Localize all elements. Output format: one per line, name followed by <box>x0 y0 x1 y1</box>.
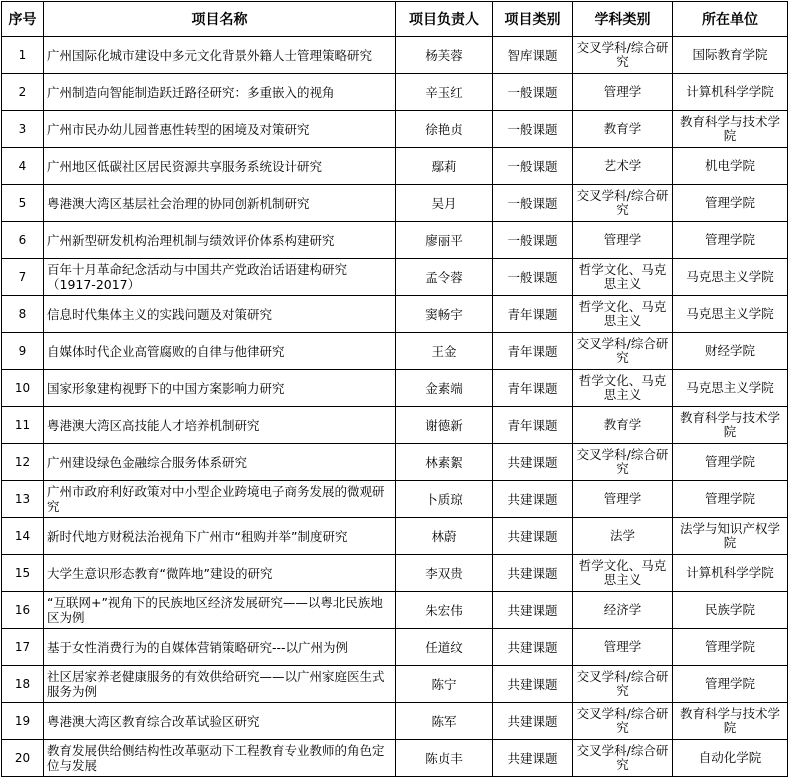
cell-leader: 鄢莉 <box>396 148 493 185</box>
cell-discipline: 交叉学科/综合研究 <box>573 185 673 222</box>
cell-unit: 教育科学与技术学院 <box>673 407 788 444</box>
table-row <box>2 333 788 370</box>
cell-index: 4 <box>2 148 44 185</box>
cell-project-name: 广州建设绿色金融综合服务体系研究 <box>44 444 396 481</box>
cell-index: 20 <box>2 740 44 777</box>
cell-category: 共建课题 <box>493 555 573 592</box>
cell-category: 共建课题 <box>493 629 573 666</box>
cell-discipline: 经济学 <box>573 592 673 629</box>
cell-unit: 计算机科学学院 <box>673 555 788 592</box>
cell-index: 5 <box>2 185 44 222</box>
cell-unit: 管理学院 <box>673 222 788 259</box>
cell-discipline: 教育学 <box>573 407 673 444</box>
cell-project-name: 社区居家养老健康服务的有效供给研究——以广州家庭医生式服务为例 <box>44 666 396 703</box>
cell-leader: 朱宏伟 <box>396 592 493 629</box>
cell-category: 青年课题 <box>493 296 573 333</box>
cell-discipline: 哲学文化、马克思主义 <box>573 259 673 296</box>
cell-discipline: 交叉学科/综合研究 <box>573 740 673 777</box>
cell-category: 智库课题 <box>493 37 573 74</box>
cell-project-name: 百年十月革命纪念活动与中国共产党政治话语建构研究（1917-2017） <box>44 259 396 296</box>
cell-unit: 自动化学院 <box>673 740 788 777</box>
cell-index: 13 <box>2 481 44 518</box>
cell-category: 共建课题 <box>493 592 573 629</box>
cell-leader: 林蔚 <box>396 518 493 555</box>
table-row <box>2 444 788 481</box>
cell-index: 16 <box>2 592 44 629</box>
header-unit: 所在单位 <box>673 2 788 37</box>
cell-unit: 管理学院 <box>673 481 788 518</box>
cell-discipline: 法学 <box>573 518 673 555</box>
cell-unit: 计算机科学学院 <box>673 74 788 111</box>
table-row <box>2 185 788 222</box>
cell-project-name: 教育发展供给侧结构性改革驱动下工程教育专业教师的角色定位与发展 <box>44 740 396 777</box>
cell-index: 1 <box>2 37 44 74</box>
table-row <box>2 370 788 407</box>
table-row <box>2 111 788 148</box>
cell-discipline: 管理学 <box>573 481 673 518</box>
cell-discipline: 交叉学科/综合研究 <box>573 703 673 740</box>
cell-category: 共建课题 <box>493 481 573 518</box>
cell-leader: 陈贞丰 <box>396 740 493 777</box>
cell-index: 2 <box>2 74 44 111</box>
cell-project-name: 粤港澳大湾区高技能人才培养机制研究 <box>44 407 396 444</box>
cell-unit: 国际教育学院 <box>673 37 788 74</box>
cell-leader: 谢德新 <box>396 407 493 444</box>
table-row <box>2 592 788 629</box>
cell-discipline: 哲学文化、马克思主义 <box>573 370 673 407</box>
cell-index: 8 <box>2 296 44 333</box>
header-name: 项目名称 <box>44 2 396 37</box>
table-row <box>2 407 788 444</box>
cell-project-name: 广州地区低碳社区居民资源共享服务系统设计研究 <box>44 148 396 185</box>
cell-unit: 法学与知识产权学院 <box>673 518 788 555</box>
cell-category: 青年课题 <box>493 407 573 444</box>
cell-discipline: 交叉学科/综合研究 <box>573 37 673 74</box>
cell-project-name: 大学生意识形态教育“微阵地”建设的研究 <box>44 555 396 592</box>
cell-leader: 辛玉红 <box>396 74 493 111</box>
header-index: 序号 <box>2 2 44 37</box>
table-body <box>2 37 788 777</box>
cell-unit: 马克思主义学院 <box>673 259 788 296</box>
table-row <box>2 481 788 518</box>
cell-category: 共建课题 <box>493 444 573 481</box>
cell-category: 共建课题 <box>493 518 573 555</box>
table-row <box>2 703 788 740</box>
cell-unit: 管理学院 <box>673 666 788 703</box>
cell-category: 一般课题 <box>493 222 573 259</box>
cell-leader: 窦畅宇 <box>396 296 493 333</box>
table-row <box>2 37 788 74</box>
header-discipline: 学科类别 <box>573 2 673 37</box>
cell-index: 14 <box>2 518 44 555</box>
cell-project-name: 广州制造向智能制造跃迁路径研究：多重嵌入的视角 <box>44 74 396 111</box>
cell-category: 一般课题 <box>493 111 573 148</box>
cell-category: 一般课题 <box>493 74 573 111</box>
cell-project-name: 新时代地方财税法治视角下广州市“租购并举”制度研究 <box>44 518 396 555</box>
cell-category: 青年课题 <box>493 333 573 370</box>
cell-leader: 陈宁 <box>396 666 493 703</box>
cell-unit: 教育科学与技术学院 <box>673 111 788 148</box>
cell-discipline: 管理学 <box>573 629 673 666</box>
cell-discipline: 交叉学科/综合研究 <box>573 333 673 370</box>
cell-project-name: 国家形象建构视野下的中国方案影响力研究 <box>44 370 396 407</box>
table-row <box>2 148 788 185</box>
cell-leader: 任道纹 <box>396 629 493 666</box>
cell-leader: 金素端 <box>396 370 493 407</box>
table-header <box>2 2 788 37</box>
cell-index: 15 <box>2 555 44 592</box>
cell-unit: 马克思主义学院 <box>673 296 788 333</box>
cell-discipline: 教育学 <box>573 111 673 148</box>
cell-discipline: 管理学 <box>573 222 673 259</box>
cell-discipline: 哲学文化、马克思主义 <box>573 555 673 592</box>
table-row <box>2 629 788 666</box>
cell-index: 9 <box>2 333 44 370</box>
table-row <box>2 518 788 555</box>
cell-project-name: 粤港澳大湾区教育综合改革试验区研究 <box>44 703 396 740</box>
cell-index: 19 <box>2 703 44 740</box>
table-row <box>2 259 788 296</box>
cell-project-name: 广州新型研发机构治理机制与绩效评价体系构建研究 <box>44 222 396 259</box>
cell-leader: 吴月 <box>396 185 493 222</box>
cell-index: 11 <box>2 407 44 444</box>
cell-index: 3 <box>2 111 44 148</box>
cell-project-name: 广州国际化城市建设中多元文化背景外籍人士管理策略研究 <box>44 37 396 74</box>
table-row <box>2 74 788 111</box>
table-row <box>2 666 788 703</box>
cell-project-name: 自媒体时代企业高管腐败的自律与他律研究 <box>44 333 396 370</box>
cell-leader: 孟令蓉 <box>396 259 493 296</box>
cell-project-name: 广州市民办幼儿园普惠性转型的困境及对策研究 <box>44 111 396 148</box>
cell-discipline: 交叉学科/综合研究 <box>573 444 673 481</box>
cell-index: 17 <box>2 629 44 666</box>
cell-index: 7 <box>2 259 44 296</box>
cell-project-name: “互联网+”视角下的民族地区经济发展研究——以粤北民族地区为例 <box>44 592 396 629</box>
project-table <box>1 1 788 777</box>
cell-project-name: 粤港澳大湾区基层社会治理的协同创新机制研究 <box>44 185 396 222</box>
cell-discipline: 哲学文化、马克思主义 <box>573 296 673 333</box>
cell-index: 10 <box>2 370 44 407</box>
cell-index: 18 <box>2 666 44 703</box>
header-row <box>2 2 788 37</box>
cell-project-name: 基于女性消费行为的自媒体营销策略研究---以广州为例 <box>44 629 396 666</box>
cell-category: 一般课题 <box>493 148 573 185</box>
cell-leader: 林素絮 <box>396 444 493 481</box>
cell-unit: 民族学院 <box>673 592 788 629</box>
cell-unit: 教育科学与技术学院 <box>673 703 788 740</box>
cell-leader: 李双贵 <box>396 555 493 592</box>
cell-category: 共建课题 <box>493 703 573 740</box>
cell-category: 一般课题 <box>493 185 573 222</box>
cell-unit: 机电学院 <box>673 148 788 185</box>
cell-leader: 杨芙蓉 <box>396 37 493 74</box>
header-leader: 项目负责人 <box>396 2 493 37</box>
cell-category: 青年课题 <box>493 370 573 407</box>
cell-leader: 廖丽平 <box>396 222 493 259</box>
table-row <box>2 222 788 259</box>
table-row <box>2 555 788 592</box>
cell-unit: 管理学院 <box>673 444 788 481</box>
cell-discipline: 交叉学科/综合研究 <box>573 666 673 703</box>
cell-category: 共建课题 <box>493 740 573 777</box>
header-category: 项目类别 <box>493 2 573 37</box>
cell-project-name: 广州市政府利好政策对中小型企业跨境电子商务发展的微观研究 <box>44 481 396 518</box>
cell-leader: 王金 <box>396 333 493 370</box>
cell-unit: 马克思主义学院 <box>673 370 788 407</box>
cell-unit: 管理学院 <box>673 185 788 222</box>
table-row <box>2 296 788 333</box>
cell-discipline: 艺术学 <box>573 148 673 185</box>
cell-unit: 财经学院 <box>673 333 788 370</box>
cell-leader: 徐艳贞 <box>396 111 493 148</box>
cell-category: 共建课题 <box>493 666 573 703</box>
cell-unit: 管理学院 <box>673 629 788 666</box>
cell-project-name: 信息时代集体主义的实践问题及对策研究 <box>44 296 396 333</box>
cell-index: 6 <box>2 222 44 259</box>
cell-leader: 卜质琼 <box>396 481 493 518</box>
cell-discipline: 管理学 <box>573 74 673 111</box>
cell-category: 一般课题 <box>493 259 573 296</box>
table-row <box>2 740 788 777</box>
cell-leader: 陈军 <box>396 703 493 740</box>
cell-index: 12 <box>2 444 44 481</box>
